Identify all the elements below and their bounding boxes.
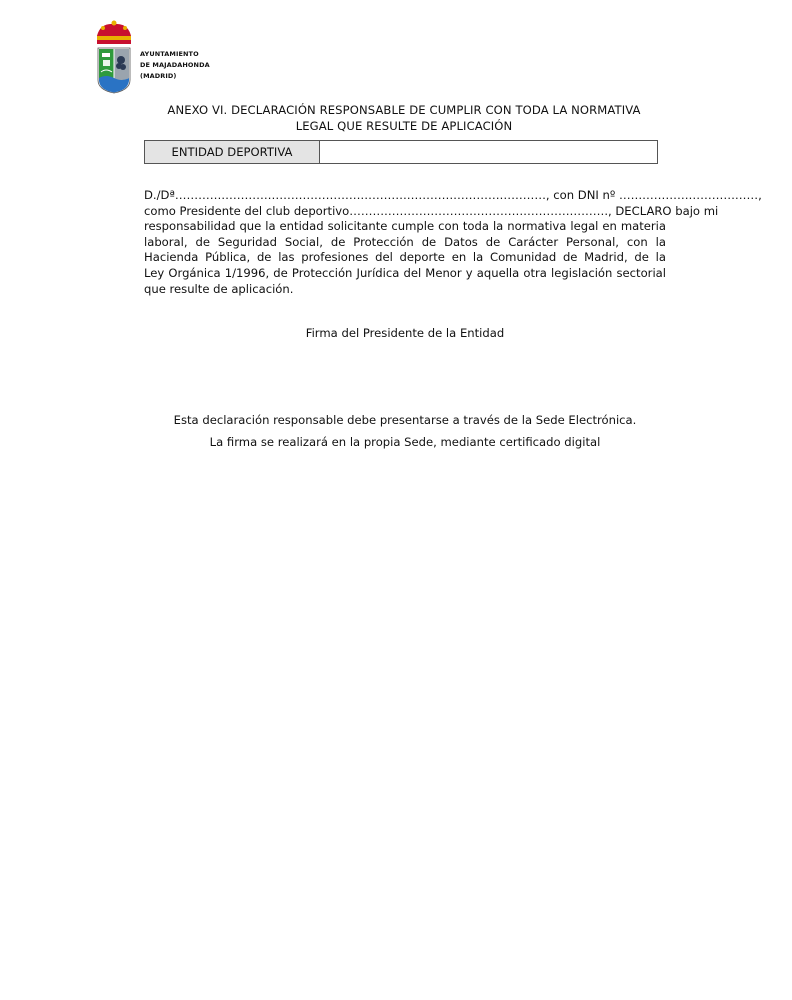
entity-label: ENTIDAD DEPORTIVA: [145, 141, 320, 163]
entity-value-field[interactable]: [320, 141, 657, 163]
org-line: DE MAJADAHONDA: [140, 61, 210, 69]
title-line-1: ANEXO VI. DECLARACIÓN RESPONSABLE DE CUMPLIR CON TODA LA NORMATIVA: [167, 103, 641, 117]
submission-note: Esta declaración responsable debe presentarse a través de la Sede Electrónica.: [173, 413, 637, 427]
title-line-2: LEGAL QUE RESULTE DE APLICACIÓN: [295, 119, 513, 133]
declaration-line: como Presidente del club deportivo…………………………………………………………., DECLARO bajo mi: [144, 203, 719, 218]
organization-name: [140, 49, 210, 82]
signature-label: Firma del Presidente de la Entidad: [305, 326, 505, 340]
entity-table: [144, 140, 658, 164]
document-title: [144, 102, 664, 134]
declaration-paragraph: [144, 188, 762, 297]
org-line: (MADRID): [140, 72, 177, 80]
declaration-line: responsabilidad que la entidad solicitante cumple con toda la normativa legal en materia: [144, 219, 666, 234]
declaration-line: Ley Orgánica 1/1996, de Protección Jurídica del Menor y aquella otra legislación sectorial: [144, 265, 666, 280]
coat-of-arms-icon: [94, 20, 134, 94]
declaration-line: que resulte de aplicación.: [144, 281, 294, 296]
declaration-line: Hacienda Pública, de las profesiones del deporte en la Comunidad de Madrid, de la: [144, 250, 666, 265]
org-line: AYUNTAMIENTO: [140, 50, 199, 58]
signature-note: La firma se realizará en la propia Sede, mediante certificado digital: [209, 435, 601, 449]
declaration-line: D./Dª……………………………………………………………………………………, con DNI nº ………………………………,: [144, 188, 762, 202]
declaration-line: laboral, de Seguridad Social, de Protección de Datos de Carácter Personal, con la: [144, 234, 666, 249]
